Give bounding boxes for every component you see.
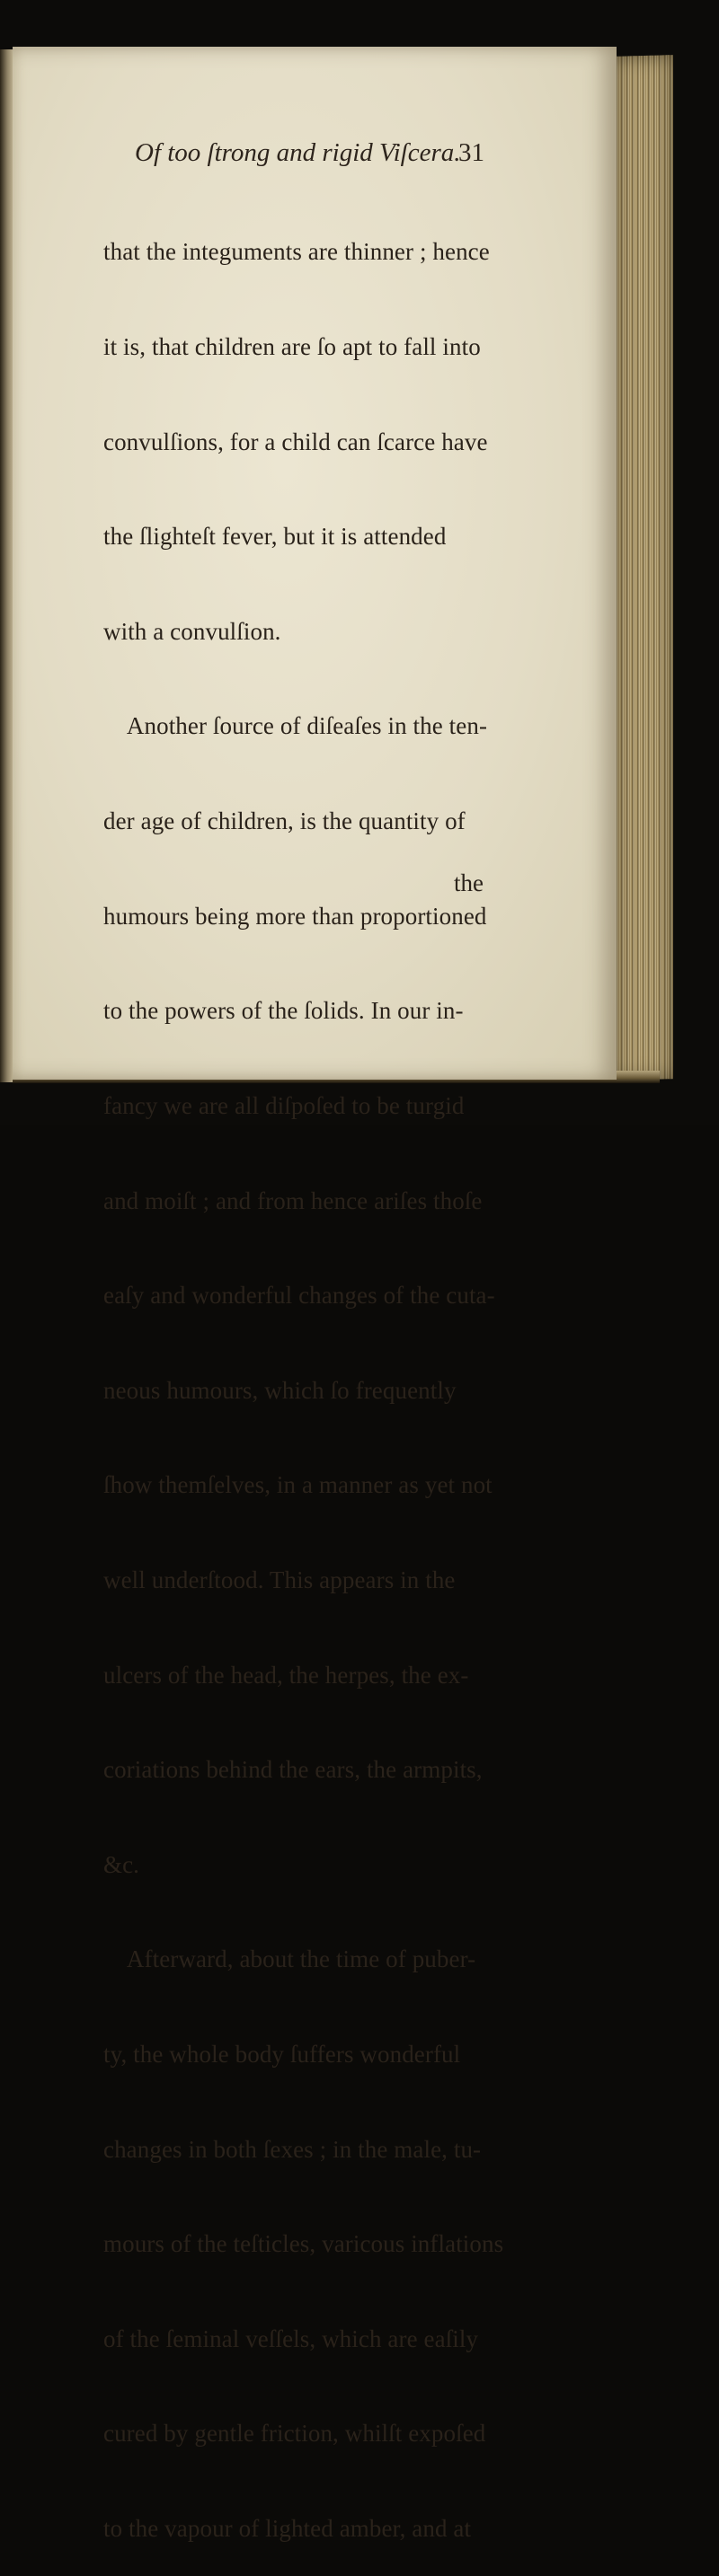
text-line: with a convulſion. (103, 617, 281, 645)
text-line: neous humours, which ſo frequently (103, 1376, 457, 1404)
text-line: Afterward, about the time of puber- (103, 1945, 476, 1973)
text-line: ty, the whole body ſuffers wonderful (103, 2040, 461, 2068)
text-line: Another ſource of diſeaſes in the ten- (103, 712, 488, 740)
text-line: &c. (103, 1850, 140, 1878)
text-line: der age of children, is the quantity of (103, 807, 466, 835)
text-line: ulcers of the head, the herpes, the ex- (103, 1661, 469, 1689)
page-number: 31 (458, 138, 484, 167)
text-line: mours of the teſticles, varicous inflations (103, 2230, 504, 2258)
text-line: ſhow themſelves, in a manner as yet not (103, 1471, 493, 1499)
text-line: it is, that children are ſo apt to fall into (103, 333, 481, 361)
text-line: and moiſt ; and from hence ariſes thoſe (103, 1187, 483, 1214)
text-line: the ſlighteſt fever, but it is attended (103, 523, 447, 551)
text-line: to the vapour of lighted amber, and at (103, 2515, 472, 2543)
catchword: the (454, 869, 484, 896)
text-line: fancy we are all diſpoſed to be turgid (103, 1091, 465, 1119)
body-text (103, 173, 504, 2576)
text-line: coriations behind the ears, the armpits, (103, 1756, 483, 1784)
text-line: humours being more than proportioned (103, 902, 487, 930)
text-line: eaſy and wonderful changes of the cuta- (103, 1282, 495, 1310)
text-line: cured by gentle friction, whilſt expoſed (103, 2420, 486, 2448)
text-line: changes in both ſexes ; in the male, tu- (103, 2135, 482, 2163)
text-line: well underſtood. This appears in the (103, 1566, 456, 1593)
book-fore-edge (614, 55, 673, 1081)
running-head: Of too ſtrong and rigid Viſcera. (135, 138, 461, 167)
text-line: of the ſeminal veſſels, which are eaſily (103, 2325, 479, 2352)
text-line: that the integuments are thinner ; hence (103, 238, 490, 266)
text-line: to the powers of the ſolids. In our in- (103, 997, 464, 1025)
text-line: convulſions, for a child can ſcarce have (103, 428, 488, 455)
